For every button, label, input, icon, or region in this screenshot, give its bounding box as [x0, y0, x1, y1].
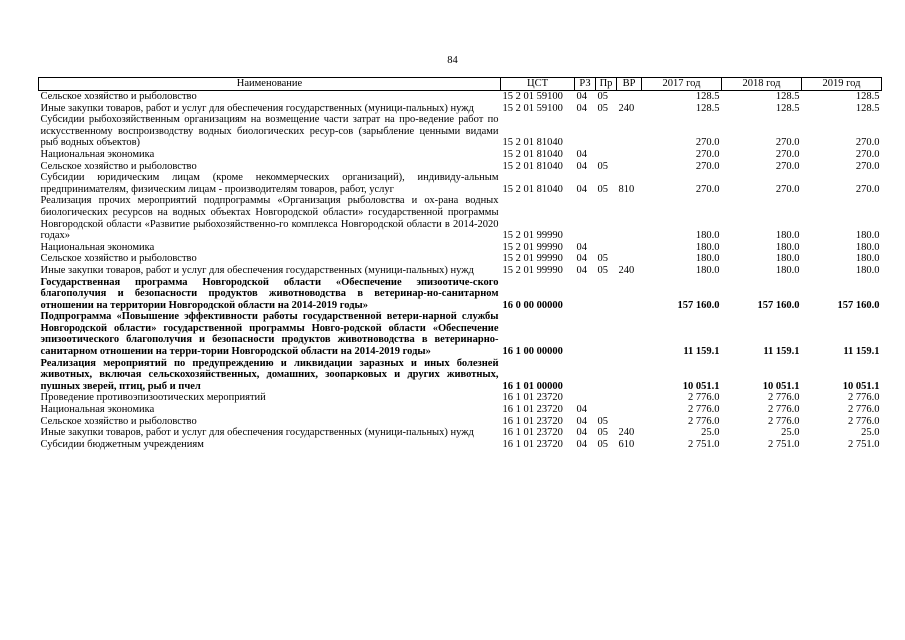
row-pr: 05	[597, 427, 608, 439]
row-rz: 04	[576, 102, 587, 114]
row-2017: 2 751.0	[688, 438, 720, 450]
row-pr	[596, 242, 617, 254]
row-2018: 128.5	[775, 102, 800, 114]
row-2018: 2 776.0	[768, 415, 800, 427]
budget-table	[38, 77, 882, 450]
row-vr	[617, 311, 642, 357]
row-2017: 2 776.0	[688, 392, 720, 404]
row-rz	[575, 195, 596, 241]
header-2018: 2018 год	[722, 78, 802, 91]
row-pr	[596, 277, 617, 312]
row-rz: 04	[576, 253, 587, 265]
row-pr	[596, 114, 617, 149]
row-pr: 05	[597, 183, 608, 195]
row-2019: 180.0	[855, 230, 880, 242]
row-rz: 04	[576, 438, 587, 450]
row-pr	[596, 149, 617, 161]
row-2018: 180.0	[775, 241, 800, 253]
row-2019: 180.0	[855, 253, 880, 265]
row-2017: 25.0	[701, 427, 720, 439]
row-pr	[596, 392, 617, 404]
row-vr: 240	[618, 427, 635, 439]
table-row	[39, 195, 882, 241]
row-vr: 810	[618, 183, 635, 195]
row-vr	[617, 161, 642, 173]
row-rz: 04	[576, 415, 587, 427]
row-name: Проведение противоэпизоотических мероприятий	[40, 392, 266, 404]
row-pr	[596, 404, 617, 416]
row-2018: 270.0	[775, 160, 800, 172]
row-name: Национальная экономика	[40, 148, 155, 160]
table-row	[39, 392, 882, 404]
row-name: Сельское хозяйство и рыболовство	[40, 253, 197, 265]
row-2019: 270.0	[855, 148, 880, 160]
row-2018: 180.0	[775, 264, 800, 276]
row-rz	[575, 392, 596, 404]
row-2019: 128.5	[855, 91, 880, 102]
row-pr: 05	[597, 91, 608, 102]
header-name: Наименование	[39, 78, 501, 91]
row-name: Иные закупки товаров, работ и услуг для обеспечения государственных (муници-пальных) нужд	[40, 102, 474, 114]
row-2019: 2 776.0	[848, 392, 880, 404]
row-2018: 2 776.0	[768, 404, 800, 416]
row-cst: 15 2 01 81040	[502, 183, 563, 195]
header-rz: РЗ	[575, 78, 596, 91]
row-name: Субсидии бюджетным учреждениям	[40, 438, 204, 450]
table-row	[39, 149, 882, 161]
row-2019: 2 776.0	[848, 404, 880, 416]
row-vr: 240	[618, 264, 635, 276]
row-rz	[575, 277, 596, 312]
row-vr	[617, 114, 642, 149]
row-cst: 15 2 01 59100	[502, 102, 563, 114]
row-name: Субсидии юридическим лицам (кроме некоммерческих организаций), индивиду-альным предпринимателям, физическим лицам - производителям товаров, работ, услуг	[40, 172, 499, 195]
row-vr	[617, 404, 642, 416]
row-pr: 05	[597, 253, 608, 265]
row-vr	[617, 242, 642, 254]
row-2018: 25.0	[781, 427, 800, 439]
row-2019: 270.0	[855, 160, 880, 172]
row-2019: 2 751.0	[848, 438, 880, 450]
row-2017: 270.0	[695, 160, 720, 172]
row-vr: 240	[618, 102, 635, 114]
row-2018: 270.0	[775, 183, 800, 195]
table-row	[39, 172, 882, 195]
row-rz: 04	[576, 264, 587, 276]
row-2018: 2 776.0	[768, 392, 800, 404]
row-cst: 16 1 01 23720	[502, 404, 563, 416]
row-2019: 180.0	[855, 264, 880, 276]
row-rz: 04	[576, 91, 587, 102]
row-name: Национальная экономика	[40, 404, 155, 416]
row-vr	[617, 195, 642, 241]
row-cst: 15 2 01 99990	[502, 264, 563, 276]
row-rz	[575, 114, 596, 149]
row-vr	[617, 149, 642, 161]
row-pr: 05	[597, 438, 608, 450]
row-2018: 11 159.1	[763, 346, 800, 358]
row-cst: 15 2 01 81040	[502, 148, 563, 160]
table-row	[39, 161, 882, 173]
table-row	[39, 265, 882, 277]
row-vr	[617, 91, 642, 103]
table-row	[39, 103, 882, 115]
row-cst: 16 1 01 23720	[502, 438, 563, 450]
row-rz	[575, 358, 596, 393]
row-vr: 610	[618, 438, 635, 450]
row-pr: 05	[597, 102, 608, 114]
row-pr	[596, 358, 617, 393]
row-pr: 05	[597, 160, 608, 172]
row-pr	[596, 195, 617, 241]
row-name: Иные закупки товаров, работ и услуг для обеспечения государственных (муници-пальных) нужд	[40, 427, 474, 439]
row-name: Реализация прочих мероприятий подпрограммы «Организация рыболовства и ох-рана водных биологических ресурсов на водных объектах Новгородской области» государственной программы Новгородской области «Развитие рыбохозяйственно-го комплекса Новгородской области в 2014-2020 годах»	[40, 195, 499, 242]
row-cst: 16 1 01 23720	[502, 392, 563, 404]
row-2018: 128.5	[775, 91, 800, 102]
row-rz: 04	[576, 160, 587, 172]
row-vr	[617, 358, 642, 393]
row-2017: 2 776.0	[688, 415, 720, 427]
table-header-row	[39, 78, 882, 91]
table-row	[39, 114, 882, 149]
row-rz	[575, 311, 596, 357]
row-cst: 15 2 01 99990	[502, 253, 563, 265]
row-2017: 270.0	[695, 183, 720, 195]
row-2017: 11 159.1	[683, 346, 720, 358]
row-2017: 270.0	[695, 148, 720, 160]
header-pr: Пр	[596, 78, 617, 91]
row-rz: 04	[576, 183, 587, 195]
table-row	[39, 404, 882, 416]
row-rz: 04	[576, 241, 587, 253]
row-pr: 05	[597, 415, 608, 427]
row-cst: 16 1 01 00000	[502, 380, 563, 392]
row-pr	[596, 311, 617, 357]
table-row	[39, 277, 882, 312]
row-vr	[617, 253, 642, 265]
table-row	[39, 253, 882, 265]
row-vr	[617, 392, 642, 404]
row-2017: 2 776.0	[688, 404, 720, 416]
row-cst: 15 2 01 81040	[502, 160, 563, 172]
row-name: Реализация мероприятий по предупреждению и ликвидации заразных и иных болезней животных, включая сельскохозяйственных, домашних, зоопарковых и других животных, пушных зверей, птиц, рыб и пчел	[40, 357, 499, 392]
row-cst: 16 0 00 00000	[502, 299, 563, 311]
row-2018: 270.0	[775, 137, 800, 149]
row-cst: 15 2 01 81040	[502, 137, 563, 149]
row-2017: 180.0	[695, 230, 720, 242]
row-2019: 270.0	[855, 137, 880, 149]
row-2019: 157 160.0	[837, 299, 880, 311]
header-cst: ЦСТ	[501, 78, 575, 91]
row-2017: 180.0	[695, 253, 720, 265]
row-name: Сельское хозяйство и рыболовство	[40, 91, 197, 102]
table-row	[39, 416, 882, 428]
row-2017: 10 051.1	[682, 380, 720, 392]
row-2019: 11 159.1	[843, 346, 880, 358]
row-2018: 2 751.0	[768, 438, 800, 450]
row-cst: 15 2 01 59100	[502, 91, 563, 102]
page-number: 84	[447, 55, 458, 66]
row-cst: 16 1 00 00000	[502, 346, 563, 358]
row-2018: 180.0	[775, 253, 800, 265]
row-2019: 180.0	[855, 241, 880, 253]
row-2017: 270.0	[695, 137, 720, 149]
row-cst: 15 2 01 99990	[502, 241, 563, 253]
row-2019: 25.0	[861, 427, 880, 439]
row-name: Государственная программа Новгородской области «Обеспечение эпизоотиче-ского благополучия и безопасности продуктов животноводства в ветеринар-но-санитарном отношении на территории Новгородской области на 2014-2019 годы»	[40, 276, 499, 311]
row-2018: 270.0	[775, 148, 800, 160]
table-row	[39, 91, 882, 103]
row-cst: 16 1 01 23720	[502, 427, 563, 439]
row-2017: 157 160.0	[677, 299, 720, 311]
row-2019: 128.5	[855, 102, 880, 114]
table-row	[39, 358, 882, 393]
row-name: Сельское хозяйство и рыболовство	[40, 160, 197, 172]
row-2017: 128.5	[695, 91, 720, 102]
header-2019: 2019 год	[802, 78, 882, 91]
row-rz: 04	[576, 427, 587, 439]
row-name: Субсидии рыбохозяйственным организациям на возмещение части затрат на про-ведение работ по искусственному воспроизводству водных биологических ресур-сов (зарыбление ценными видами рыб водных объектов)	[40, 114, 499, 149]
row-2018: 10 051.1	[762, 380, 800, 392]
row-cst: 15 2 01 99990	[502, 230, 563, 242]
row-2019: 10 051.1	[842, 380, 880, 392]
table-row	[39, 427, 882, 439]
row-vr	[617, 277, 642, 312]
row-name: Иные закупки товаров, работ и услуг для обеспечения государственных (муници-пальных) нужд	[40, 264, 474, 276]
row-2017: 180.0	[695, 241, 720, 253]
row-2017: 128.5	[695, 102, 720, 114]
header-vr: ВР	[617, 78, 642, 91]
row-2018: 180.0	[775, 230, 800, 242]
row-rz: 04	[576, 404, 587, 416]
row-rz: 04	[576, 148, 587, 160]
table-row	[39, 242, 882, 254]
row-pr: 05	[597, 264, 608, 276]
row-cst: 16 1 01 23720	[502, 415, 563, 427]
row-name: Сельское хозяйство и рыболовство	[40, 415, 197, 427]
row-2019: 2 776.0	[848, 415, 880, 427]
row-2018: 157 160.0	[757, 299, 800, 311]
header-2017: 2017 год	[642, 78, 722, 91]
row-2017: 180.0	[695, 264, 720, 276]
table-row	[39, 439, 882, 451]
table-row	[39, 311, 882, 357]
row-name: Подпрограмма «Повышение эффективности работы государственной ветери-нарной службы Новгородской области» государственной программы Новго-родской области «Обеспечение эпизоотического благополучия и безопасности продуктов животноводства в ветеринарно-санитарном отношении на терри-тории Новгородской области на 2014-2019 годы»	[40, 311, 499, 358]
row-name: Национальная экономика	[40, 241, 155, 253]
row-vr	[617, 416, 642, 428]
row-2019: 270.0	[855, 183, 880, 195]
